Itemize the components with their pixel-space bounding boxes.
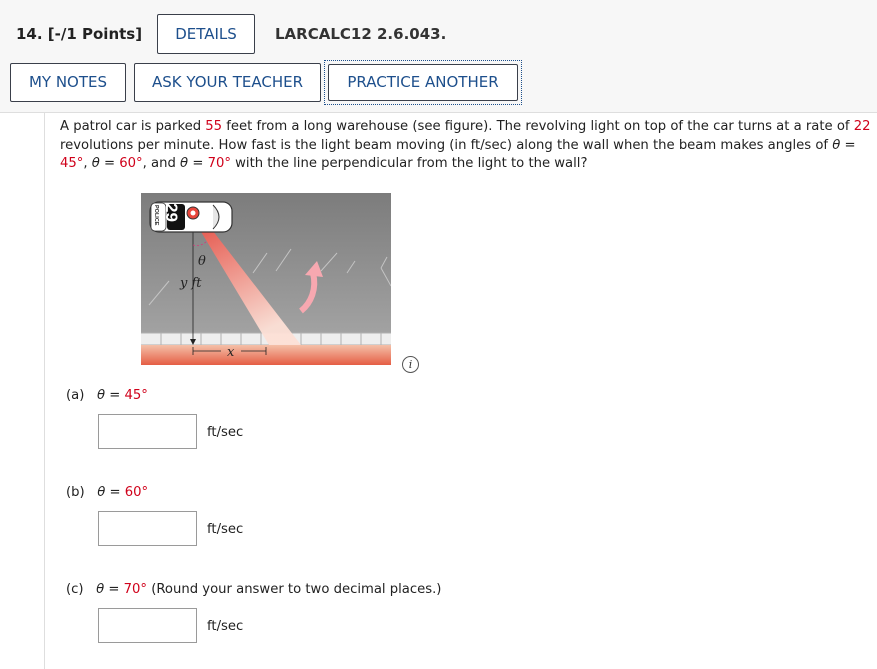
equals-sign: = bbox=[188, 156, 208, 171]
answer-input-b[interactable] bbox=[98, 511, 197, 546]
unit-label-a: ft/sec bbox=[207, 425, 244, 440]
rate-value: 22 bbox=[853, 119, 871, 134]
problem-text: A patrol car is parked bbox=[60, 119, 206, 134]
part-note: (Round your answer to two decimal places.) bbox=[147, 582, 442, 597]
distance-value: 55 bbox=[205, 119, 223, 134]
question-number: 14. [-/1 Points] bbox=[16, 25, 143, 43]
info-icon[interactable]: i bbox=[402, 356, 419, 373]
theta-symbol: θ bbox=[97, 485, 106, 500]
problem-statement bbox=[60, 118, 875, 174]
theta-symbol: θ bbox=[832, 137, 841, 153]
my-notes-button[interactable]: MY NOTES bbox=[10, 63, 126, 102]
part-angle: 45° bbox=[124, 388, 148, 403]
part-c-label bbox=[66, 582, 441, 597]
practice-another-button[interactable]: PRACTICE ANOTHER bbox=[328, 64, 518, 101]
ask-your-teacher-button[interactable]: ASK YOUR TEACHER bbox=[134, 63, 321, 102]
car-number: 29 bbox=[162, 203, 181, 222]
angle-value-3: 70° bbox=[207, 156, 231, 171]
y-label: y ft bbox=[180, 276, 202, 291]
problem-text: revolutions per minute. How fast is the light beam moving (in ft/sec) along the wall when the beam makes angles of bbox=[60, 137, 833, 153]
part-angle: 60° bbox=[124, 485, 149, 500]
unit-label-b: ft/sec bbox=[207, 522, 244, 537]
question-header bbox=[0, 0, 877, 113]
part-b-label bbox=[66, 485, 148, 500]
problem-text: with the line perpendicular from the light to the wall? bbox=[230, 156, 588, 171]
x-label: x bbox=[227, 345, 235, 360]
part-letter: (b) bbox=[66, 485, 85, 500]
separator: , bbox=[83, 156, 92, 171]
theta-symbol: θ bbox=[96, 388, 106, 403]
theta-symbol: θ bbox=[180, 156, 189, 171]
equals-sign: = bbox=[840, 137, 856, 153]
answer-input-c[interactable] bbox=[98, 608, 197, 643]
part-letter: (c) bbox=[66, 582, 84, 597]
part-angle: 70° bbox=[123, 582, 148, 597]
question-code: LARCALC12 2.6.043. bbox=[275, 25, 447, 43]
separator: , and bbox=[142, 156, 181, 171]
theta-label: θ bbox=[198, 254, 206, 269]
angle-value-2: 60° bbox=[119, 156, 143, 171]
angle-value-1: 45° bbox=[60, 156, 84, 171]
patrol-car-figure bbox=[141, 193, 391, 365]
equals-sign: = bbox=[105, 485, 125, 500]
answer-input-a[interactable] bbox=[98, 414, 197, 449]
left-divider bbox=[44, 112, 45, 669]
part-letter: (a) bbox=[66, 388, 85, 403]
equals-sign: = bbox=[99, 156, 120, 171]
practice-another-focus-ring bbox=[324, 60, 522, 105]
theta-symbol: θ bbox=[96, 582, 105, 597]
details-button[interactable]: DETAILS bbox=[157, 14, 255, 54]
problem-text: feet from a long warehouse (see figure). The revolving light on top of the car turns at a rate of bbox=[222, 119, 854, 134]
part-a-label bbox=[66, 388, 148, 403]
equals-sign: = bbox=[105, 388, 125, 403]
unit-label-c: ft/sec bbox=[207, 619, 244, 634]
equals-sign: = bbox=[104, 582, 124, 597]
theta-symbol: θ bbox=[91, 156, 100, 171]
police-text: POLICE bbox=[153, 205, 159, 226]
